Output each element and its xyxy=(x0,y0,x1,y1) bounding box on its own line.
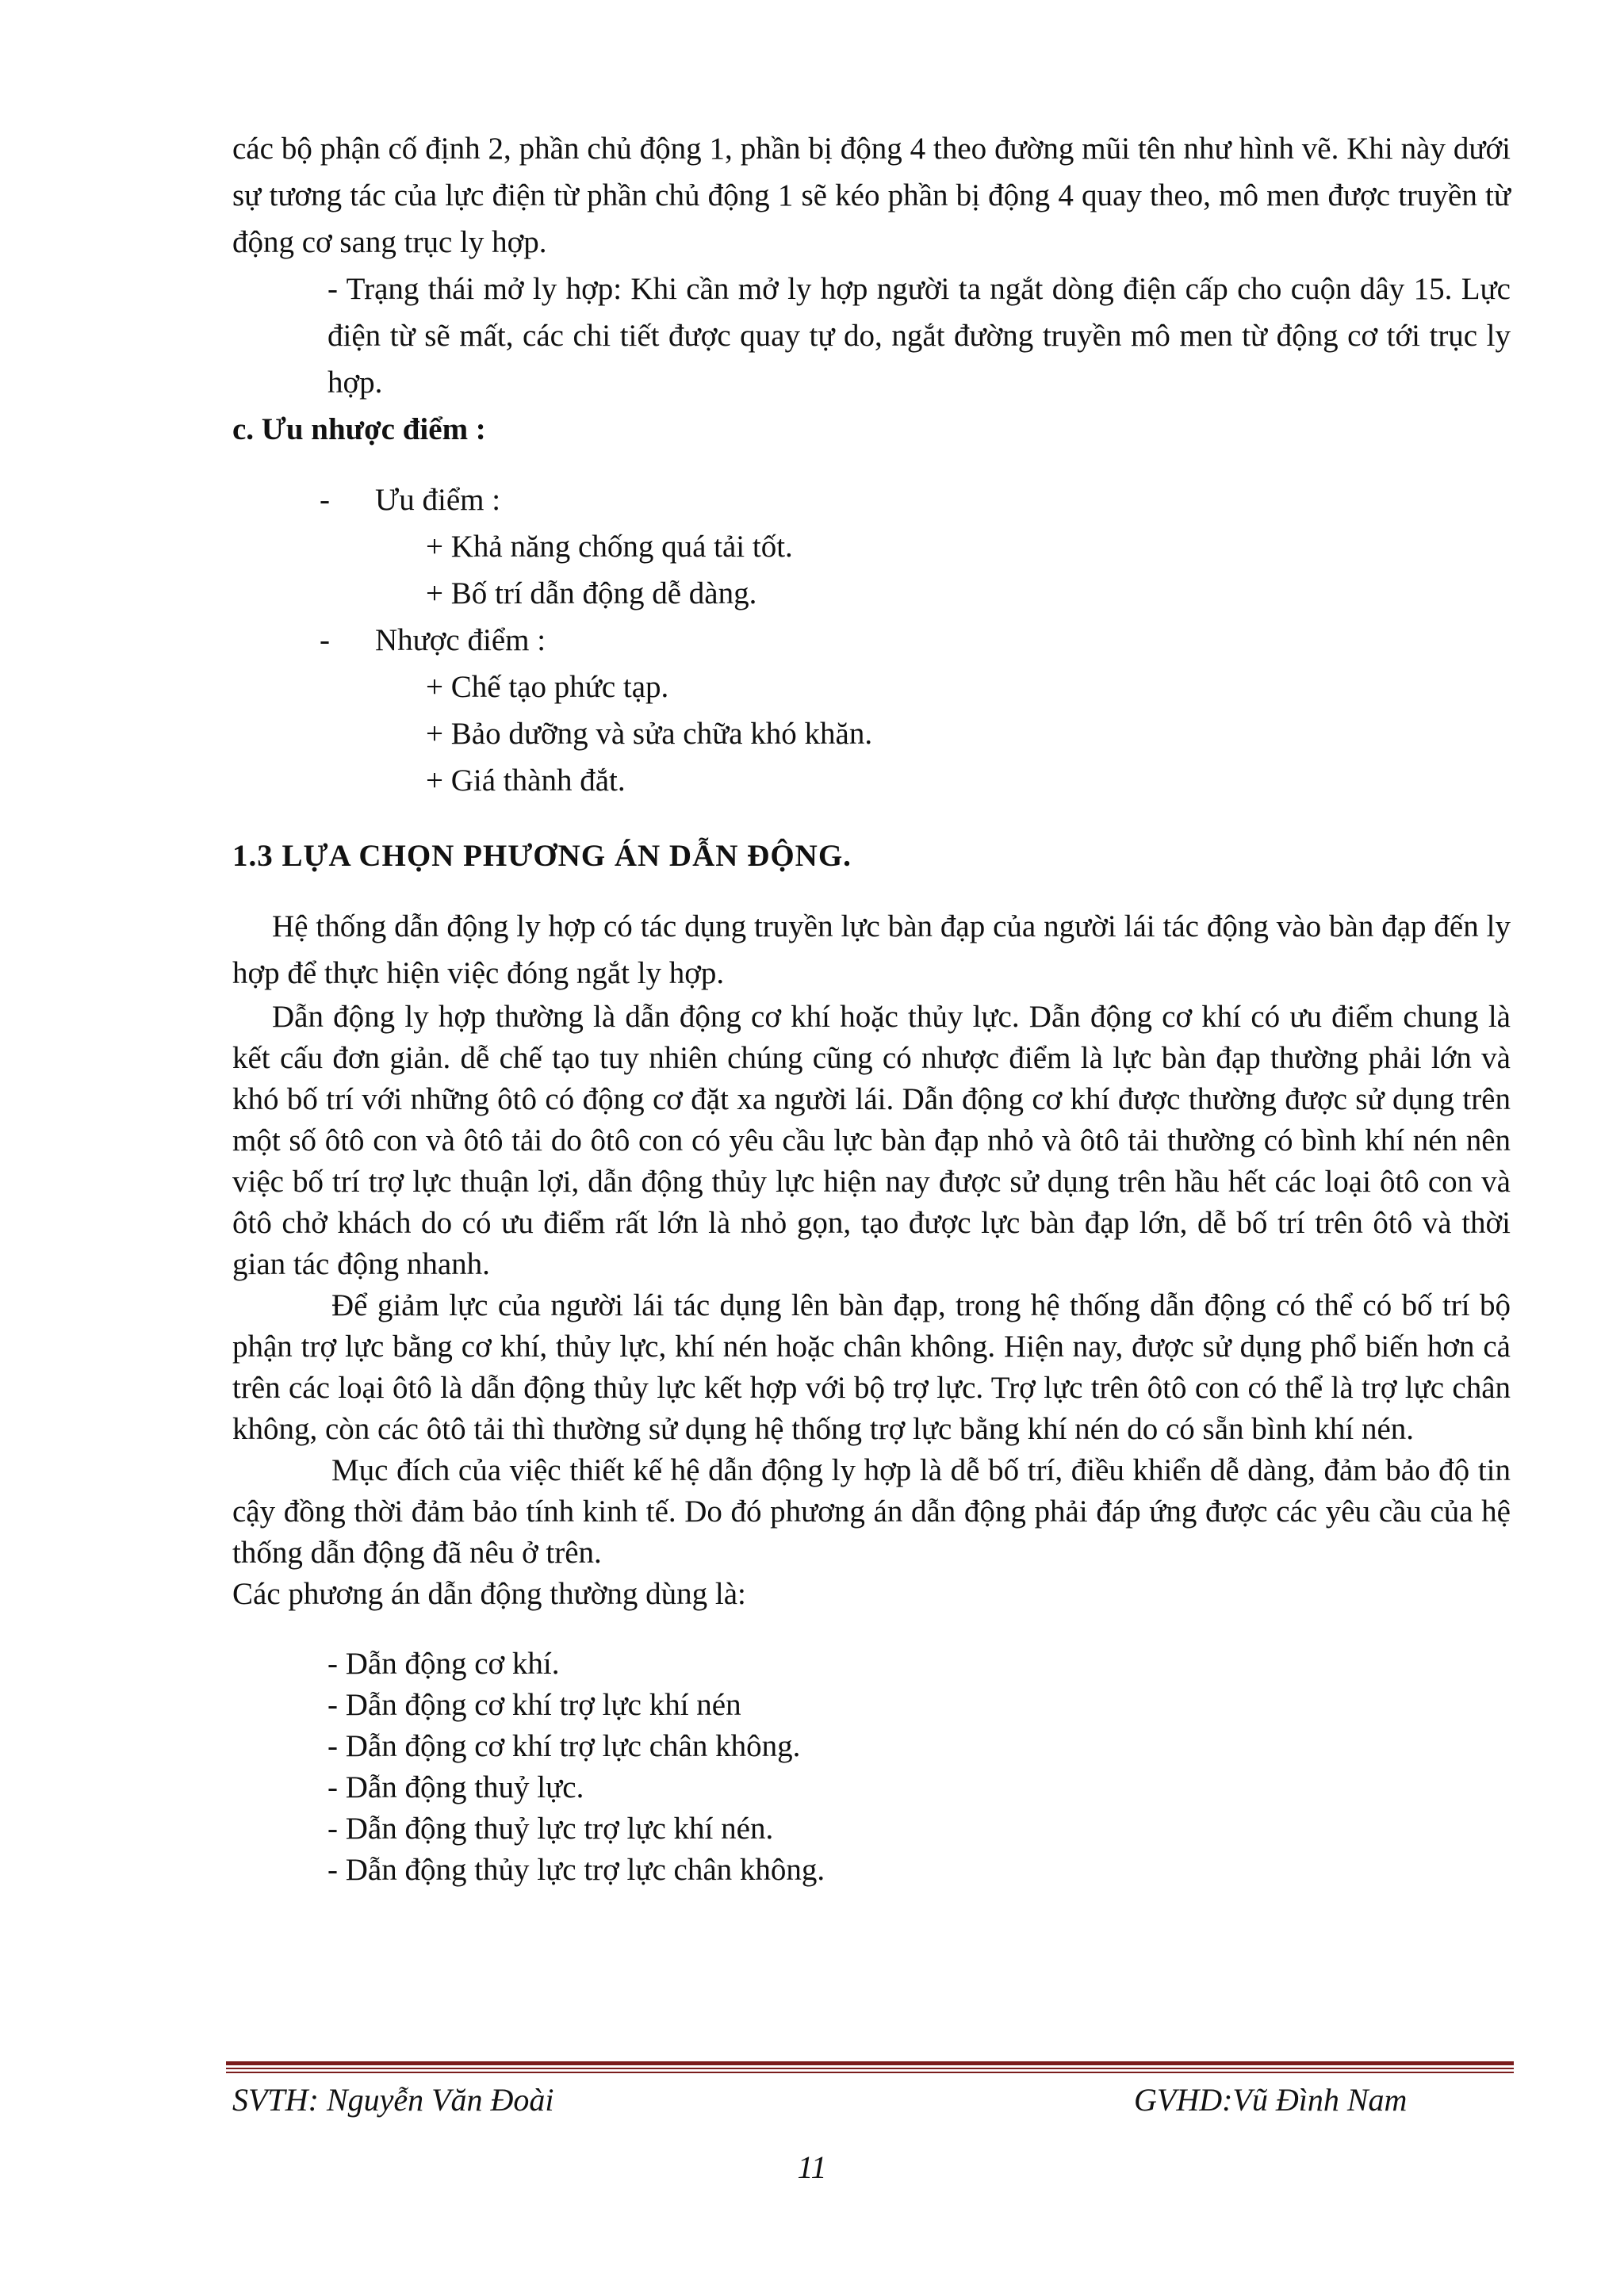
footer-instructor: GVHD:Vũ Đình Nam xyxy=(1134,2082,1408,2118)
option-item: - Dẫn động thuỷ lực. xyxy=(327,1770,584,1804)
option-item: - Dẫn động thuỷ lực trợ lực khí nén. xyxy=(327,1812,774,1846)
list-item-disadvantages xyxy=(232,617,1511,664)
option-item: - Dẫn động cơ khí. xyxy=(327,1647,560,1681)
dash-bullet: - xyxy=(320,483,330,517)
dash-bullet: - xyxy=(320,623,330,657)
footer-student: SVTH: Nguyễn Văn Đoài xyxy=(232,2082,554,2118)
advantage-item: + Bố trí dẫn động dễ dàng. xyxy=(426,576,757,610)
section-heading-1-3: 1.3 LỰA CHỌN PHƯƠNG ÁN DẪN ĐỘNG. xyxy=(232,839,852,873)
paragraph-drive-types: Dẫn động ly hợp thường là dẫn động cơ khí hoặc thủy lực. Dẫn động cơ khí có ưu điểm chung là kết cấu đơn giản. dễ chế tạo tuy nhiên chúng cũng có nhược điểm là lực bàn đạp thường phải lớn và khó bố trí với những ôtô có động cơ đặt xa người lái. Dẫn động cơ khí được thường được sử dụng trên một số ôtô con và ôtô tải do ôtô con có yêu cầu lực bàn đạp nhỏ và ôtô tải thường có bình khí nén nên việc bố trí trợ lực thuận lợi, dẫn động thủy lực hiện nay được sử dụng trên hầu hết các loại ôtô con và ôtô chở khách do có ưu điểm rất lớn là nhỏ gọn, tạo được lực bàn đạp lớn, dễ bố trí trên ôtô và thời gian tác động nhanh. xyxy=(232,1000,1511,1281)
footer-divider xyxy=(226,2061,1514,2074)
section-heading-pros-cons: c. Ưu nhược điểm : xyxy=(232,412,486,446)
paragraph-intro: các bộ phận cố định 2, phần chủ động 1, phần bị động 4 theo đường mũi tên như hình vẽ. Khi này dưới sự tương tác của lực điện từ phần chủ động 1 sẽ kéo phần bị động 4 quay theo, mô men được truyền từ động cơ sang trục ly hợp. xyxy=(232,132,1511,259)
page-content xyxy=(232,125,1511,1891)
disadvantage-item: + Chế tạo phức tạp. xyxy=(426,670,669,704)
paragraph-booster: Để giảm lực của người lái tác dụng lên bàn đạp, trong hệ thống dẫn động có thể có bố trí bộ phận trợ lực bằng cơ khí, thủy lực, khí nén hoặc chân không. Hiện nay, được sử dụng phổ biến hơn cả trên các loại ôtô là dẫn động thủy lực kết hợp với bộ trợ lực. Trợ lực trên ôtô con có thể là trợ lực chân không, còn các ôtô tải thì thường sử dụng hệ thống trợ lực bằng khí nén do có sẵn bình khí nén. xyxy=(232,1288,1511,1446)
option-item: - Dẫn động thủy lực trợ lực chân không. xyxy=(327,1853,825,1887)
advantage-item: + Khả năng chống quá tải tốt. xyxy=(426,530,793,564)
advantages-label: Ưu điểm : xyxy=(375,483,501,517)
paragraph-options-intro: Các phương án dẫn động thường dùng là: xyxy=(232,1577,746,1611)
paragraph-design-goal: Mục đích của việc thiết kế hệ dẫn động ly hợp là dễ bố trí, điều khiển dễ dàng, đảm bảo độ tin cậy đồng thời đảm bảo tính kinh tế. Do đó phương án dẫn động phải đáp ứng được các yêu cầu của hệ thống dẫn động đã nêu ở trên. xyxy=(232,1453,1511,1570)
list-item-advantages xyxy=(232,476,1511,523)
page-number: 11 xyxy=(797,2149,827,2185)
option-item: - Dẫn động cơ khí trợ lực chân không. xyxy=(327,1729,801,1763)
disadvantages-label: Nhược điểm : xyxy=(375,623,546,657)
paragraph-drive-purpose: Hệ thống dẫn động ly hợp có tác dụng truyền lực bàn đạp của người lái tác động vào bàn đạp đến ly hợp để thực hiện việc đóng ngắt ly hợp. xyxy=(232,909,1511,990)
disadvantage-item: + Giá thành đắt. xyxy=(426,763,626,798)
paragraph-open-state: - Trạng thái mở ly hợp: Khi cần mở ly hợp người ta ngắt dòng điện cấp cho cuộn dây 15. Lực điện từ sẽ mất, các chi tiết được quay tự do, ngắt đường truyền mô men từ động cơ tới trục ly hợp. xyxy=(327,272,1511,400)
option-item: - Dẫn động cơ khí trợ lực khí nén xyxy=(327,1688,741,1722)
disadvantage-item: + Bảo dưỡng và sửa chữa khó khăn. xyxy=(426,717,873,751)
